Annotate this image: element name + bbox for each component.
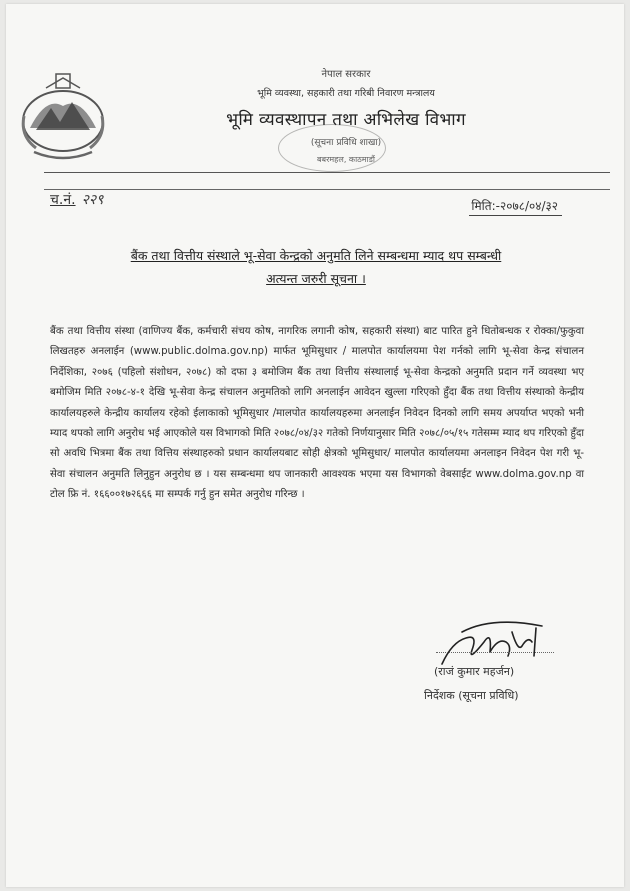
section-label: (सूचना प्रविधि शाखा) [310, 138, 382, 148]
signatory-title: निर्देशक (सूचना प्रविधि) [424, 689, 519, 702]
ministry-label: भूमि व्यवस्था, सहकारी तथा गरिबी निवारण मन्त्रालय [257, 88, 435, 99]
ref-divider [44, 189, 610, 190]
notice-date: मिति:-२०७८/०४/३२ [469, 197, 562, 216]
notice-body: बैंक तथा वित्तीय संस्था (वाणिज्य बैंक, कर्मचारी संचय कोष, नागरिक लगानी कोष, सहकारी संस्था) बाट पारित हुने धितोबन्धक र रोक्का/फुकुवा लिखतहरु अनलाईन (www.public.dolma.gov.np) मार्फत भूमिसुधार / मालपोत कार्यालयमा पेश गर्नको लागि भू-सेवा केन्द्र संचालन निर्देशिका, २०७६ (पहिलो संशोधन, २०७८) को दफा ३ बमोजिम बैंक तथा वित्तीय संस्थालाई भू-सेवा केन्द्रको अनुमति प्रदान गर्ने व्यवस्था भए बमोजिम मिति २०७८-४-१ देखि भू-सेवा केन्द्र संचालन अनुमतिको लागि अनलाईन आवेदन खुल्ला गरिएको हुँदा बैंक तथा वित्तीय संस्थाको केन्द्रीय कार्यालयहरुले केन्द्रीय कार्यालय रहेको ईलाकाको भूमिसुधार /मालपोत कार्यालयहरुमा अनलाईन निवेदन दिनको लागि समय अपर्याप्त भएको भनी म्याद थपको लागि अनुरोध भई आएकोले यस विभागको मिति २०७८/०४/३२ गतेको निर्णयानुसार मिति २०७८/०५/१५ गतेसम्म म्याद थप गरिएको हुँदा सो अवधि भित्रमा बैंक तथा वित्तिय संस्थाहरुको प्रधान कार्यालयबाट सोही क्षेत्रको भूमिसुधार/ मालपोत कार्यालयमा अनलाइन निवेदन पेश गरी भू-सेवा संचालन अनुमति लिनुहुन अनुरोध छ । यस सम्बन्धमा थप जानकारी आवश्यक भएमा यस विभागको वेबसाईट www.dolma.gov.np वा टोल फ्रि नं. १६६००१७२६६६ मा सम्पर्क गर्नु हुन समेत अनुरोध गरिन्छ । [50, 326, 584, 501]
signature-line [436, 652, 554, 653]
notice-title: बैंक तथा वित्तीय संस्थाले भू-सेवा केन्द्रको अनुमति लिने सम्बन्धमा म्याद थप सम्बन्धी [130, 248, 502, 263]
signatory-name: (राजं कुमार महर्जन) [434, 665, 515, 678]
reference-label: च.नं. [50, 192, 76, 208]
reference-number [50, 190, 103, 209]
department-title: भूमि व्यवस्थापन तथा अभिलेख विभाग [226, 110, 466, 130]
government-label: नेपाल सरकार [321, 69, 371, 80]
notice-page [6, 4, 624, 887]
reference-value: २२९ [81, 192, 104, 208]
header-divider [44, 172, 610, 173]
nepal-government-emblem-icon [16, 66, 111, 166]
office-address: बबरमहल, काठमाडौं [316, 155, 376, 164]
notice-subtitle: अत्यन्त जरुरी सूचना । [266, 271, 366, 286]
